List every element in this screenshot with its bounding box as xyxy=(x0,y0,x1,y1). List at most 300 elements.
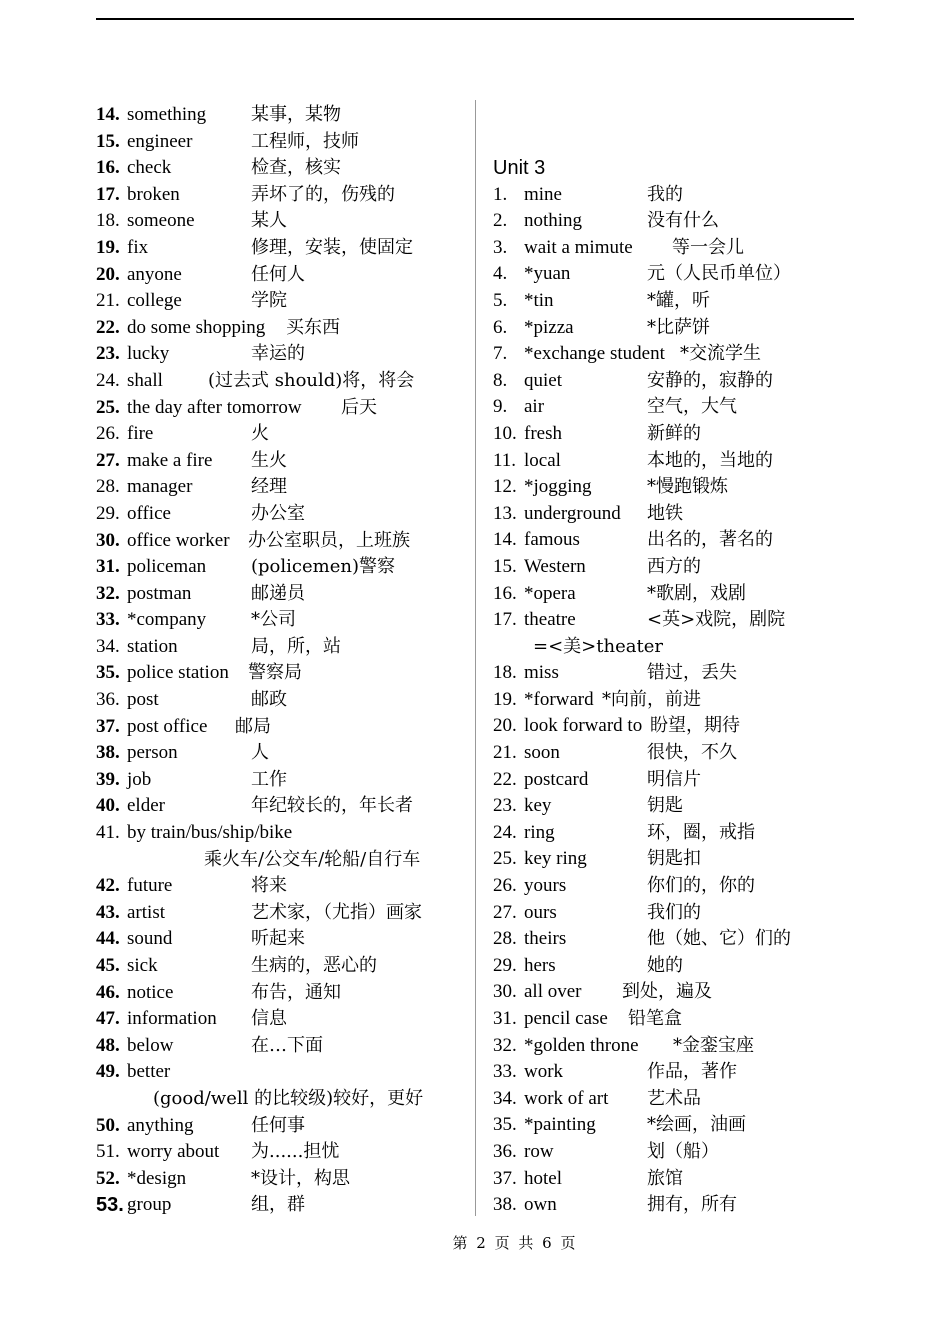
vocab-row xyxy=(96,315,466,342)
vocab-row xyxy=(493,1192,853,1219)
english-word: information xyxy=(127,1008,217,1030)
item-number: 31. xyxy=(493,1008,517,1029)
vocab-row xyxy=(96,528,466,555)
vocab-row xyxy=(96,554,466,581)
vocab-row xyxy=(96,1166,466,1193)
item-number: 23. xyxy=(96,343,120,365)
chinese-meaning: 作品，著作 xyxy=(647,1061,737,1083)
vocab-row xyxy=(493,448,853,475)
item-number: 43. xyxy=(96,901,120,923)
item-number: 49. xyxy=(96,1061,120,1083)
english-word: *golden throne xyxy=(524,1034,639,1056)
item-number: 38. xyxy=(493,1194,517,1216)
chinese-meaning: 办公室 xyxy=(251,502,305,524)
chinese-meaning: 没有什么 xyxy=(647,210,719,232)
vocab-row xyxy=(493,607,853,634)
chinese-meaning: 乘火车/公交车/轮船/自行车 xyxy=(204,848,421,870)
vocab-row xyxy=(96,660,466,687)
chinese-meaning: 艺术品 xyxy=(647,1087,701,1109)
english-word: key xyxy=(524,795,552,817)
item-number: 38. xyxy=(96,742,120,764)
vocab-row xyxy=(96,687,466,714)
chinese-meaning: 铅笔盒 xyxy=(628,1008,682,1029)
item-number: 15. xyxy=(493,555,517,577)
vocab-row xyxy=(96,953,466,980)
item-number: 24. xyxy=(96,369,120,391)
vocab-row xyxy=(493,235,853,262)
item-number: 9. xyxy=(493,396,508,418)
vocab-row xyxy=(493,926,853,953)
chinese-meaning: *罐，听 xyxy=(647,289,710,311)
chinese-meaning: 等一会儿 xyxy=(672,236,744,258)
english-word: *pizza xyxy=(524,316,574,338)
item-number: 5. xyxy=(493,289,508,311)
item-number: 45. xyxy=(96,955,120,976)
english-word: notice xyxy=(127,981,174,1003)
chinese-meaning: 钥匙 xyxy=(647,795,683,817)
chinese-meaning: 为......担忧 xyxy=(251,1141,340,1163)
vocab-row xyxy=(96,421,466,448)
vocab-row xyxy=(493,1059,853,1086)
chinese-meaning: 我的 xyxy=(647,183,683,205)
chinese-meaning: 听起来 xyxy=(251,928,305,950)
chinese-meaning: 钥匙扣 xyxy=(647,848,701,870)
vocab-row xyxy=(493,1006,853,1033)
english-word: manager xyxy=(127,476,193,498)
english-word: worry about xyxy=(127,1141,220,1163)
english-word: ours xyxy=(524,901,557,923)
item-number: 7. xyxy=(493,343,508,365)
chinese-meaning: *慢跑锻炼 xyxy=(647,476,728,498)
chinese-meaning: 人 xyxy=(251,742,269,764)
vocab-row xyxy=(493,368,853,395)
item-number: 11. xyxy=(493,449,517,471)
chinese-meaning: 检查，核实 xyxy=(251,157,341,179)
vocab-row xyxy=(96,1139,466,1166)
chinese-meaning: 我们的 xyxy=(647,901,701,923)
item-number: 39. xyxy=(96,768,120,790)
vocab-row xyxy=(493,873,853,900)
vocab-row xyxy=(96,288,466,315)
item-number: 32. xyxy=(493,1034,517,1056)
item-number: 51. xyxy=(96,1141,120,1163)
vocab-row xyxy=(96,820,466,847)
vocab-row xyxy=(493,979,853,1006)
vocab-row xyxy=(96,581,466,608)
english-word: fix xyxy=(127,236,149,258)
english-word: group xyxy=(127,1194,172,1216)
chinese-meaning: 盼望，期待 xyxy=(650,715,740,737)
chinese-meaning: 邮局 xyxy=(235,715,271,737)
unit-heading: Unit 3 xyxy=(493,157,546,179)
chinese-meaning: 邮递员 xyxy=(251,582,305,604)
vocab-row xyxy=(96,155,466,182)
english-word: police station xyxy=(127,662,229,684)
vocab-row xyxy=(493,341,853,368)
item-number: 14. xyxy=(96,104,120,125)
chinese-meaning: 任何事 xyxy=(251,1114,305,1136)
chinese-meaning: 修理，安装，使固定 xyxy=(251,236,413,258)
chinese-meaning: 他（她、它）们的 xyxy=(647,928,791,950)
item-number: 13. xyxy=(493,502,517,524)
chinese-meaning: 警察局 xyxy=(248,662,302,684)
item-number: 24. xyxy=(493,821,517,843)
vocab-row xyxy=(96,900,466,927)
vocab-row xyxy=(96,767,466,794)
vocab-row xyxy=(96,1113,466,1140)
vocab-row xyxy=(493,1112,853,1139)
english-word: *company xyxy=(127,609,207,631)
chinese-meaning: 她的 xyxy=(647,954,683,976)
vocab-row xyxy=(493,527,853,554)
chinese-meaning: 年纪较长的，年长者 xyxy=(251,795,413,817)
english-word: wait a mimute xyxy=(524,236,633,258)
english-word: *exchange student xyxy=(524,343,665,365)
vocab-row xyxy=(96,129,466,156)
vocab-row xyxy=(493,713,853,740)
english-word: theatre xyxy=(524,609,576,631)
vocab-row xyxy=(493,687,853,714)
vocab-row xyxy=(493,634,853,661)
english-word: pencil case xyxy=(524,1008,608,1029)
english-word: broken xyxy=(127,183,180,205)
vocab-row xyxy=(493,1139,853,1166)
item-number: 37. xyxy=(493,1167,517,1189)
item-number: 25. xyxy=(493,848,517,870)
item-number: 15. xyxy=(96,130,120,152)
left-vocab-column xyxy=(96,102,466,1219)
english-word: better xyxy=(127,1061,171,1083)
item-number: 32. xyxy=(96,582,120,604)
column-divider xyxy=(475,100,476,1216)
chinese-meaning: 火 xyxy=(251,423,269,445)
item-number: 23. xyxy=(493,795,517,817)
chinese-meaning: 幸运的 xyxy=(251,343,305,365)
header-rule xyxy=(96,18,854,20)
english-word: job xyxy=(127,768,152,790)
chinese-meaning: *金銮宝座 xyxy=(673,1034,754,1056)
vocab-row xyxy=(493,182,853,209)
english-word: *design xyxy=(127,1167,187,1189)
english-word: ring xyxy=(524,821,555,843)
english-word: postman xyxy=(127,582,192,604)
item-number: 21. xyxy=(96,290,120,312)
vocab-row xyxy=(493,474,853,501)
vocab-row xyxy=(493,1166,853,1193)
chinese-meaning: *歌剧，戏剧 xyxy=(647,582,746,604)
english-word: soon xyxy=(524,742,560,764)
vocab-row xyxy=(493,394,853,421)
vocab-row xyxy=(493,900,853,927)
item-number: 42. xyxy=(96,875,120,897)
english-word: something xyxy=(127,104,207,125)
item-number: 35. xyxy=(96,662,120,684)
item-number: 44. xyxy=(96,928,120,950)
english-word: *yuan xyxy=(524,263,571,285)
vocab-row xyxy=(493,1033,853,1060)
item-number: 8. xyxy=(493,369,508,391)
english-word: work of art xyxy=(524,1087,609,1109)
vocab-row xyxy=(493,501,853,528)
item-number: 6. xyxy=(493,316,508,338)
english-word: office xyxy=(127,502,171,524)
chinese-meaning: 艺术家，（尤指）画家 xyxy=(251,901,422,923)
english-word: famous xyxy=(524,529,580,551)
chinese-meaning: 生病的，恶心的 xyxy=(251,955,377,976)
item-number: 4. xyxy=(493,263,508,285)
chinese-meaning: 学院 xyxy=(251,290,287,312)
english-word: sound xyxy=(127,928,173,950)
chinese-meaning: (policemen)警察 xyxy=(251,556,395,578)
right-vocab-column xyxy=(493,102,853,1219)
item-number: 19. xyxy=(96,236,120,258)
item-number: 22. xyxy=(493,768,517,790)
chinese-meaning: 经理 xyxy=(251,476,287,498)
vocab-row xyxy=(493,581,853,608)
english-word: work xyxy=(524,1061,564,1083)
item-number: 36. xyxy=(493,1140,517,1162)
item-number: 25. xyxy=(96,396,120,418)
english-word: *forward xyxy=(524,688,594,710)
chinese-meaning: *交流学生 xyxy=(680,343,761,365)
item-number: 28. xyxy=(493,928,517,950)
item-number: 2. xyxy=(493,210,508,232)
item-number: 27. xyxy=(96,449,120,471)
item-number: 52. xyxy=(96,1167,120,1189)
chinese-meaning: 你们的，你的 xyxy=(647,875,755,897)
vocab-row xyxy=(96,793,466,820)
english-word: yours xyxy=(524,875,567,897)
english-word: engineer xyxy=(127,130,193,152)
vocab-row xyxy=(96,395,466,422)
item-number: 17. xyxy=(96,183,120,205)
chinese-meaning: (过去式 should)将，将会 xyxy=(208,369,415,391)
item-number: 18. xyxy=(493,662,517,684)
page-footer: 第 2 页 共 6 页 xyxy=(452,1234,578,1252)
english-word: below xyxy=(127,1034,174,1056)
chinese-meaning: *公司 xyxy=(251,609,296,631)
english-word: person xyxy=(127,742,178,764)
english-word: row xyxy=(524,1140,554,1162)
vocab-row xyxy=(493,288,853,315)
vocab-row xyxy=(96,1192,466,1219)
vocab-row xyxy=(96,262,466,289)
vocab-row xyxy=(96,926,466,953)
chinese-meaning: 某人 xyxy=(251,210,287,232)
english-word: theirs xyxy=(524,928,567,950)
chinese-meaning: 后天 xyxy=(341,396,377,418)
english-word: do some shopping xyxy=(127,316,266,338)
vocab-row xyxy=(96,980,466,1007)
chinese-meaning: 组，群 xyxy=(251,1194,305,1216)
vocab-row xyxy=(493,740,853,767)
item-number: 14. xyxy=(493,529,517,551)
item-number: 22. xyxy=(96,316,120,338)
vocab-row xyxy=(96,847,466,874)
chinese-meaning: 旅馆 xyxy=(647,1167,683,1189)
item-number: 12. xyxy=(493,476,517,498)
english-word: the day after tomorrow xyxy=(127,396,302,418)
chinese-meaning: 某事，某物 xyxy=(251,104,341,125)
item-number: 30. xyxy=(493,981,517,1003)
vocab-row xyxy=(96,208,466,235)
english-word: lucky xyxy=(127,343,170,365)
vocab-row xyxy=(493,421,853,448)
english-word: mine xyxy=(524,183,562,205)
vocab-row xyxy=(493,793,853,820)
vocab-row xyxy=(96,501,466,528)
chinese-meaning: 划（船） xyxy=(647,1140,719,1162)
vocab-row xyxy=(493,1086,853,1113)
item-number: 35. xyxy=(493,1114,517,1136)
vocab-row xyxy=(96,1033,466,1060)
item-number: 30. xyxy=(96,529,120,551)
chinese-meaning: 到处，遍及 xyxy=(622,981,712,1003)
vocab-row xyxy=(493,315,853,342)
item-number: 50. xyxy=(96,1114,120,1136)
english-word: look forward to xyxy=(524,715,643,737)
vocab-row xyxy=(96,448,466,475)
vocab-row xyxy=(493,846,853,873)
item-number: 34. xyxy=(96,635,120,657)
vocab-row xyxy=(96,182,466,209)
english-word: future xyxy=(127,875,173,897)
english-word: quiet xyxy=(524,369,562,391)
english-word: artist xyxy=(127,901,165,923)
vocab-row xyxy=(96,235,466,262)
item-number: 21. xyxy=(493,742,517,764)
chinese-meaning: *向前，前进 xyxy=(602,688,701,710)
english-word: all over xyxy=(524,981,582,1003)
vocab-row xyxy=(96,1006,466,1033)
item-number: 16. xyxy=(493,582,517,604)
chinese-meaning: 本地的，当地的 xyxy=(647,449,773,471)
chinese-meaning: 新鲜的 xyxy=(647,422,701,444)
chinese-meaning: 工程师，技师 xyxy=(251,130,359,152)
chinese-meaning: 环，圈，戒指 xyxy=(647,821,755,843)
item-number: 18. xyxy=(96,210,120,232)
chinese-meaning: *绘画，油画 xyxy=(647,1114,746,1136)
english-word: make a fire xyxy=(127,449,213,471)
english-word: nothing xyxy=(524,210,583,232)
chinese-meaning: 拥有，所有 xyxy=(647,1194,737,1216)
chinese-meaning: =<美>theater xyxy=(533,635,663,657)
item-number: 31. xyxy=(96,556,120,578)
vocab-row xyxy=(493,767,853,794)
vocab-row xyxy=(96,873,466,900)
vocab-row xyxy=(493,660,853,687)
english-word: key ring xyxy=(524,848,587,870)
english-word: local xyxy=(524,449,561,471)
vocab-row xyxy=(493,261,853,288)
chinese-meaning: 布告，通知 xyxy=(251,981,341,1003)
english-word: postcard xyxy=(524,768,589,790)
vocab-row xyxy=(96,1059,466,1086)
item-number: 48. xyxy=(96,1034,120,1056)
english-word: post xyxy=(127,689,159,711)
chinese-meaning: 西方的 xyxy=(647,555,701,577)
english-word: *opera xyxy=(524,582,576,604)
item-number: 46. xyxy=(96,981,120,1003)
chinese-meaning: 任何人 xyxy=(251,263,305,285)
chinese-meaning: 元（人民币单位） xyxy=(647,263,791,285)
english-word: fresh xyxy=(524,422,562,444)
vocab-row xyxy=(96,740,466,767)
vocab-row xyxy=(493,208,853,235)
item-number: 26. xyxy=(493,875,517,897)
english-word: station xyxy=(127,635,178,657)
item-number: 29. xyxy=(96,502,120,524)
chinese-meaning: 错过，丢失 xyxy=(647,662,737,684)
chinese-meaning: 将来 xyxy=(251,875,287,897)
english-word: post office xyxy=(127,715,208,737)
chinese-meaning: 买东西 xyxy=(286,316,340,338)
chinese-meaning: 局，所，站 xyxy=(251,635,341,657)
item-number: 1. xyxy=(493,183,508,205)
chinese-meaning: 邮政 xyxy=(251,689,287,711)
item-number: 33. xyxy=(493,1061,517,1083)
item-number: 28. xyxy=(96,476,120,498)
item-number: 29. xyxy=(493,954,517,976)
item-number: 34. xyxy=(493,1087,517,1109)
chinese-meaning: 空气，大气 xyxy=(647,396,737,418)
english-word: hotel xyxy=(524,1167,562,1189)
chinese-meaning: (good/well 的比较级)较好，更好 xyxy=(153,1087,424,1109)
chinese-meaning: 很快，不久 xyxy=(647,742,737,764)
english-word: by train/bus/ship/bike xyxy=(127,822,293,844)
english-word: policeman xyxy=(127,556,207,578)
english-word: check xyxy=(127,157,172,179)
vocab-row xyxy=(96,634,466,661)
item-number: 19. xyxy=(493,688,517,710)
item-number: 37. xyxy=(96,715,120,737)
item-number: 41. xyxy=(96,822,120,844)
english-word: air xyxy=(524,396,545,418)
english-word: Western xyxy=(524,555,586,577)
item-number: 26. xyxy=(96,423,120,445)
item-number: 20. xyxy=(96,263,120,285)
english-word: shall xyxy=(127,369,163,391)
english-word: hers xyxy=(524,954,556,976)
english-word: college xyxy=(127,290,182,312)
item-number: 17. xyxy=(493,609,517,631)
item-number: 33. xyxy=(96,609,120,631)
item-number: 47. xyxy=(96,1008,120,1030)
chinese-meaning: *比萨饼 xyxy=(647,316,710,338)
chinese-meaning: *设计，构思 xyxy=(251,1167,350,1189)
chinese-meaning: 明信片 xyxy=(647,768,701,790)
vocab-row xyxy=(96,341,466,368)
english-word: fire xyxy=(127,423,154,445)
english-word: *jogging xyxy=(524,476,592,498)
item-number: 53. xyxy=(96,1194,124,1217)
chinese-meaning: 信息 xyxy=(251,1008,287,1030)
item-number: 10. xyxy=(493,422,517,444)
vocab-row xyxy=(493,820,853,847)
item-number: 27. xyxy=(493,901,517,923)
english-word: anyone xyxy=(127,263,182,285)
item-number: 3. xyxy=(493,236,508,258)
english-word: *tin xyxy=(524,289,554,311)
chinese-meaning: 弄坏了的，伤残的 xyxy=(251,183,395,205)
vocab-row xyxy=(96,607,466,634)
chinese-meaning: 工作 xyxy=(251,768,287,790)
english-word: underground xyxy=(524,502,621,524)
chinese-meaning: 出名的，著名的 xyxy=(647,529,773,551)
english-word: own xyxy=(524,1194,557,1216)
english-word: elder xyxy=(127,795,165,817)
english-word: sick xyxy=(127,955,158,976)
